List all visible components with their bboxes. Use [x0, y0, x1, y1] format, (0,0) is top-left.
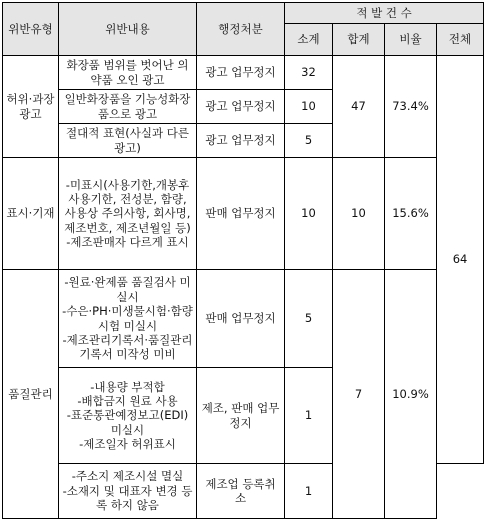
- violation-content-cell: [59, 158, 197, 270]
- table-row: [3, 56, 484, 90]
- overall-total-cell: 64: [437, 56, 484, 464]
- content-line: -제조판매자 다르게 표시: [66, 235, 189, 250]
- subtotal-cell: 5: [285, 270, 333, 368]
- violation-content-cell: 절대적 표현(사실과 다른 광고): [59, 124, 197, 158]
- content-line: -내용량 부적합: [90, 379, 165, 394]
- header-ratio: 비율: [385, 24, 437, 56]
- violation-content-cell: [59, 368, 197, 464]
- violation-type-cell: 품질관리: [3, 270, 59, 519]
- violation-content-cell: 일반화장품을 기능성화장품으로 광고: [59, 90, 197, 124]
- subtotal-cell: 1: [285, 368, 333, 464]
- group-total-cell: 10: [333, 158, 385, 270]
- admin-action-cell: 제조업 등록취소: [197, 464, 285, 519]
- content-line: -소재지 및 대표자 변경 등록 하지 않음: [62, 483, 193, 513]
- violation-type-cell: 표시·기재: [3, 158, 59, 270]
- content-line: -표준통관예정보고(EDI) 미실시: [66, 408, 189, 437]
- admin-action-cell: 판매 업무정지: [197, 158, 285, 270]
- violation-content-cell: 화장품 범위를 벗어난 의약품 오인 광고: [59, 56, 197, 90]
- subtotal-cell: 10: [285, 158, 333, 270]
- header-detection-count: 적 발 건 수: [285, 3, 484, 24]
- header-row-1: [3, 3, 484, 24]
- content-line: -원료·완제품 품질검사 미실시: [64, 275, 191, 304]
- subtotal-cell: 32: [285, 56, 333, 90]
- admin-action-cell: 광고 업무정지: [197, 56, 285, 90]
- content-line: -배합금지 원료 사용: [77, 393, 178, 408]
- content-line: -주소지 제조시설 멸실: [71, 469, 184, 484]
- admin-action-cell: 광고 업무정지: [197, 90, 285, 124]
- violation-content-cell: [59, 270, 197, 368]
- subtotal-cell: 1: [285, 464, 333, 519]
- group-ratio-cell: 73.4%: [385, 56, 437, 158]
- content-line: -수은·PH·미생물시험·함량시험 미실시: [62, 304, 193, 333]
- subtotal-cell: 5: [285, 124, 333, 158]
- group-ratio-cell: 10.9%: [385, 270, 437, 519]
- header-admin-action: 행정처분: [197, 3, 285, 56]
- violation-type-cell: 허위·과장 광고: [3, 56, 59, 158]
- table-row: [3, 270, 484, 368]
- content-line: -미표시(사용기한,개봉후 사용기한, 전성분, 함량, 사용상 주의사항, 회사명, 제조번호, 제조년월일 등): [64, 177, 191, 235]
- admin-action-cell: 광고 업무정지: [197, 124, 285, 158]
- subtotal-cell: 10: [285, 90, 333, 124]
- group-total-cell: 7: [333, 270, 385, 519]
- header-violation-content: 위반내용: [59, 3, 197, 56]
- header-overall: 전체: [437, 24, 484, 56]
- content-line: -제조일자 허위표시: [79, 437, 176, 452]
- admin-action-cell: 판매 업무정지: [197, 270, 285, 368]
- group-ratio-cell: 15.6%: [385, 158, 437, 270]
- content-line: -제조관리기록서·품질관리 기록서 미작성 미비: [62, 332, 193, 362]
- header-total: 합계: [333, 24, 385, 56]
- violation-table: [2, 2, 484, 519]
- group-total-cell: 47: [333, 56, 385, 158]
- violation-content-cell: [59, 464, 197, 519]
- admin-action-cell: 제조, 판매 업무정지: [197, 368, 285, 464]
- header-violation-type: 위반유형: [3, 3, 59, 56]
- header-subtotal: 소계: [285, 24, 333, 56]
- table-row: [3, 158, 484, 270]
